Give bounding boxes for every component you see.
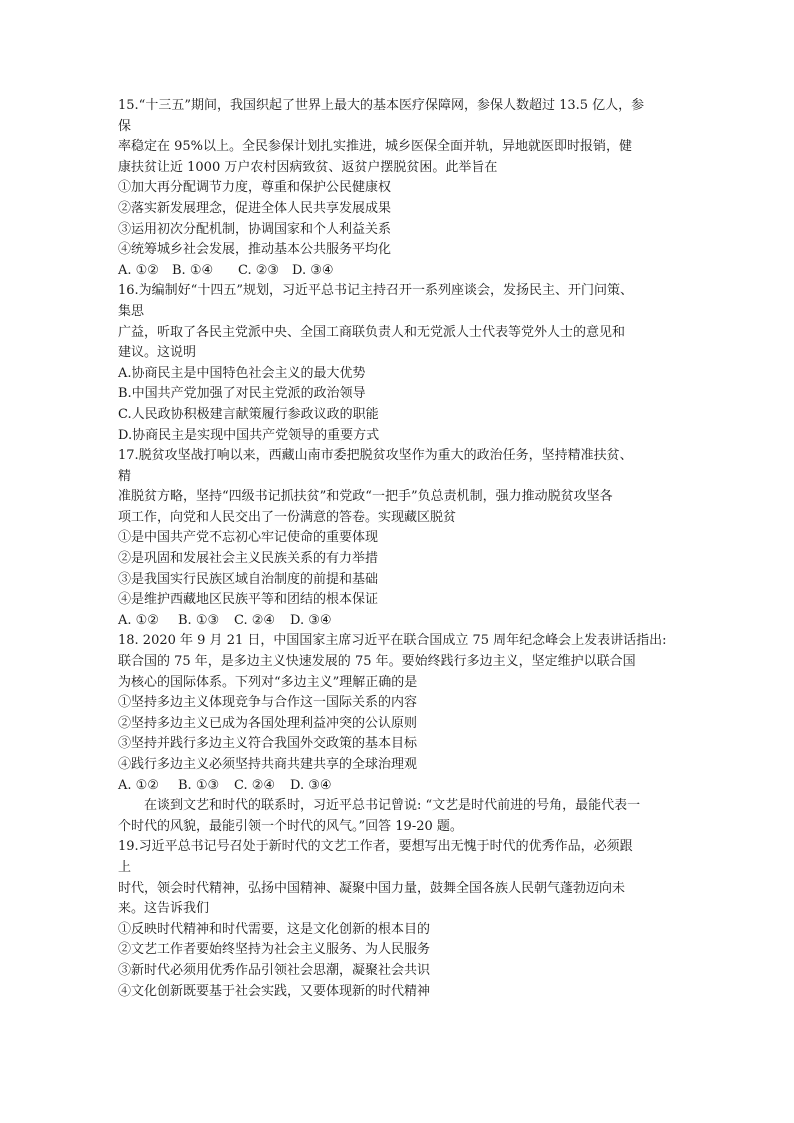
q15-stem-line: 保 (118, 118, 132, 134)
q17-item: ④是维护西藏地区民族平等和团结的根本保证 (118, 592, 379, 608)
q19-stem-line: 19.习近平总书记号召处于新时代的文艺工作者，要想写出无愧于时代的优秀作品，必须跟 (118, 839, 633, 855)
exam-page (118, 96, 678, 1002)
q19-stem-line: 时代，领会时代精神，弘扬中国精神、凝聚中国力量，鼓舞全国各族人民朝气蓬勃迈向未 (118, 880, 626, 896)
q19-item: ③新时代必须用优秀作品引领社会思潮，凝聚社会共识 (118, 962, 431, 978)
question-15 (118, 96, 678, 281)
q18-stem-line: 联合国的 75 年，是多边主义快速发展的 75 年。要始终践行多边主义，坚定维护以联合国 (118, 654, 636, 670)
q16-option: A.协商民主是中国特色社会主义的最大优势 (118, 365, 366, 381)
q17-stem-line: 项工作，向党和人民交出了一份满意的答卷。实现藏区脱贫 (118, 509, 457, 525)
q16-stem-line: 16.为编制好“十四五”规划，习近平总书记主持召开一系列座谈会，发扬民主、开门问策、 (118, 283, 633, 299)
choice-b: B. ①④ (172, 262, 214, 278)
intro-line: 个时代的风貌，最能引领一个时代的风气。”回答 19-20 题。 (118, 818, 463, 834)
q18-item: ①坚持多边主义体现竞争与合作这一国际关系的内容 (118, 695, 418, 711)
q15-stem-line: 率稳定在 95%以上。全民参保计划扎实推进，城乡医保全面并轨，异地就医即时报销，健 (118, 139, 633, 155)
q16-stem-line: 建议。这说明 (118, 345, 197, 361)
question-19 (118, 837, 678, 1002)
choice-a: A. ①② (118, 777, 159, 793)
q19-item: ②文艺工作者要始终坚持为社会主义服务、为人民服务 (118, 942, 431, 958)
choice-a: A. ①② (118, 262, 159, 278)
q16-option: C.人民政协积极建言献策履行参政议政的职能 (118, 406, 379, 422)
q18-stem-line: 为核心的国际体系。下列对“多边主义”理解正确的是 (118, 674, 418, 690)
question-16 (118, 281, 678, 446)
intro-line: 在谈到文艺和时代的联系时，习近平总书记曾说: “文艺是时代前进的号角，最能代表一 (144, 798, 641, 814)
q18-choices (118, 776, 678, 797)
choice-d: D. ③④ (292, 262, 334, 278)
q16-stem-line: 广益，听取了各民主党派中央、全国工商联负责人和无党派人士代表等党外人士的意见和 (118, 324, 626, 340)
q17-choices (118, 611, 678, 632)
q17-stem-line: 17.脱贫攻坚战打响以来，西藏山南市委把脱贫攻坚作为重大的政治任务，坚持精准扶贫、 (118, 448, 633, 464)
question-18 (118, 631, 678, 796)
q16-option: D.协商民主是实现中国共产党领导的重要方式 (118, 427, 380, 443)
q15-stem-line: 15.“十三五”期间，我国织起了世界上最大的基本医疗保障网，参保人数超过 13.5 亿人，参 (118, 98, 645, 113)
q17-stem-line: 精 (118, 468, 132, 484)
choice-c: C. ②④ (234, 777, 276, 793)
q19-stem-line: 上 (118, 859, 132, 875)
q17-stem-line: 准脱贫方略，坚持“四级书记抓扶贫”和党政“一把手”负总责机制，强力推动脱贫攻坚各 (118, 489, 613, 505)
choice-d: D. ③④ (290, 612, 332, 628)
q16-option: B.中国共产党加强了对民主党派的政治领导 (118, 386, 366, 402)
q15-stem-line: 康扶贫让近 1000 万户农村因病致贫、返贫户摆脱贫困。此举旨在 (118, 159, 498, 175)
q15-choices (118, 261, 678, 282)
q18-stem-line: 18. 2020 年 9 月 21 日，中国国家主席习近平在联合国成立 75 周年纪念峰会上发表讲话指出: (118, 633, 667, 649)
q19-stem-line: 来。这告诉我们 (118, 901, 210, 917)
q18-item: ④践行多边主义必须坚持共商共建共享的全球治理观 (118, 757, 418, 772)
choice-c: C. ②④ (234, 612, 276, 628)
choice-d: D. ③④ (290, 777, 332, 793)
q18-item: ③坚持并践行多边主义符合我国外交政策的基本目标 (118, 736, 418, 752)
intro-19-20 (118, 796, 678, 837)
q15-item: ②落实新发展理念，促进全体人民共享发展成果 (118, 200, 392, 216)
q18-item: ②坚持多边主义已成为各国处理利益冲突的公认原则 (118, 715, 418, 731)
q19-item: ①反映时代精神和时代需要，这是文化创新的根本目的 (118, 921, 431, 937)
q17-item: ①是中国共产党不忘初心牢记使命的重要体现 (118, 530, 379, 546)
choice-b: B. ①③ (178, 612, 220, 628)
q16-stem-line: 集思 (118, 303, 145, 319)
q19-item: ④文化创新既要基于社会实践，又要体现新的时代精神 (118, 983, 431, 999)
q15-item: ①加大再分配调节力度，尊重和保护公民健康权 (118, 180, 392, 196)
q17-item: ②是巩固和发展社会主义民族关系的有力举措 (118, 551, 379, 567)
choice-b: B. ①③ (178, 777, 220, 793)
choice-c: C. ②③ (238, 262, 280, 278)
question-17 (118, 446, 678, 631)
q17-item: ③是我国实行民族区域自治制度的前提和基础 (118, 571, 379, 587)
choice-a: A. ①② (118, 612, 159, 628)
q15-item: ③运用初次分配机制，协调国家和个人利益关系 (118, 221, 392, 237)
q15-item: ④统筹城乡社会发展，推动基本公共服务平均化 (118, 242, 392, 258)
